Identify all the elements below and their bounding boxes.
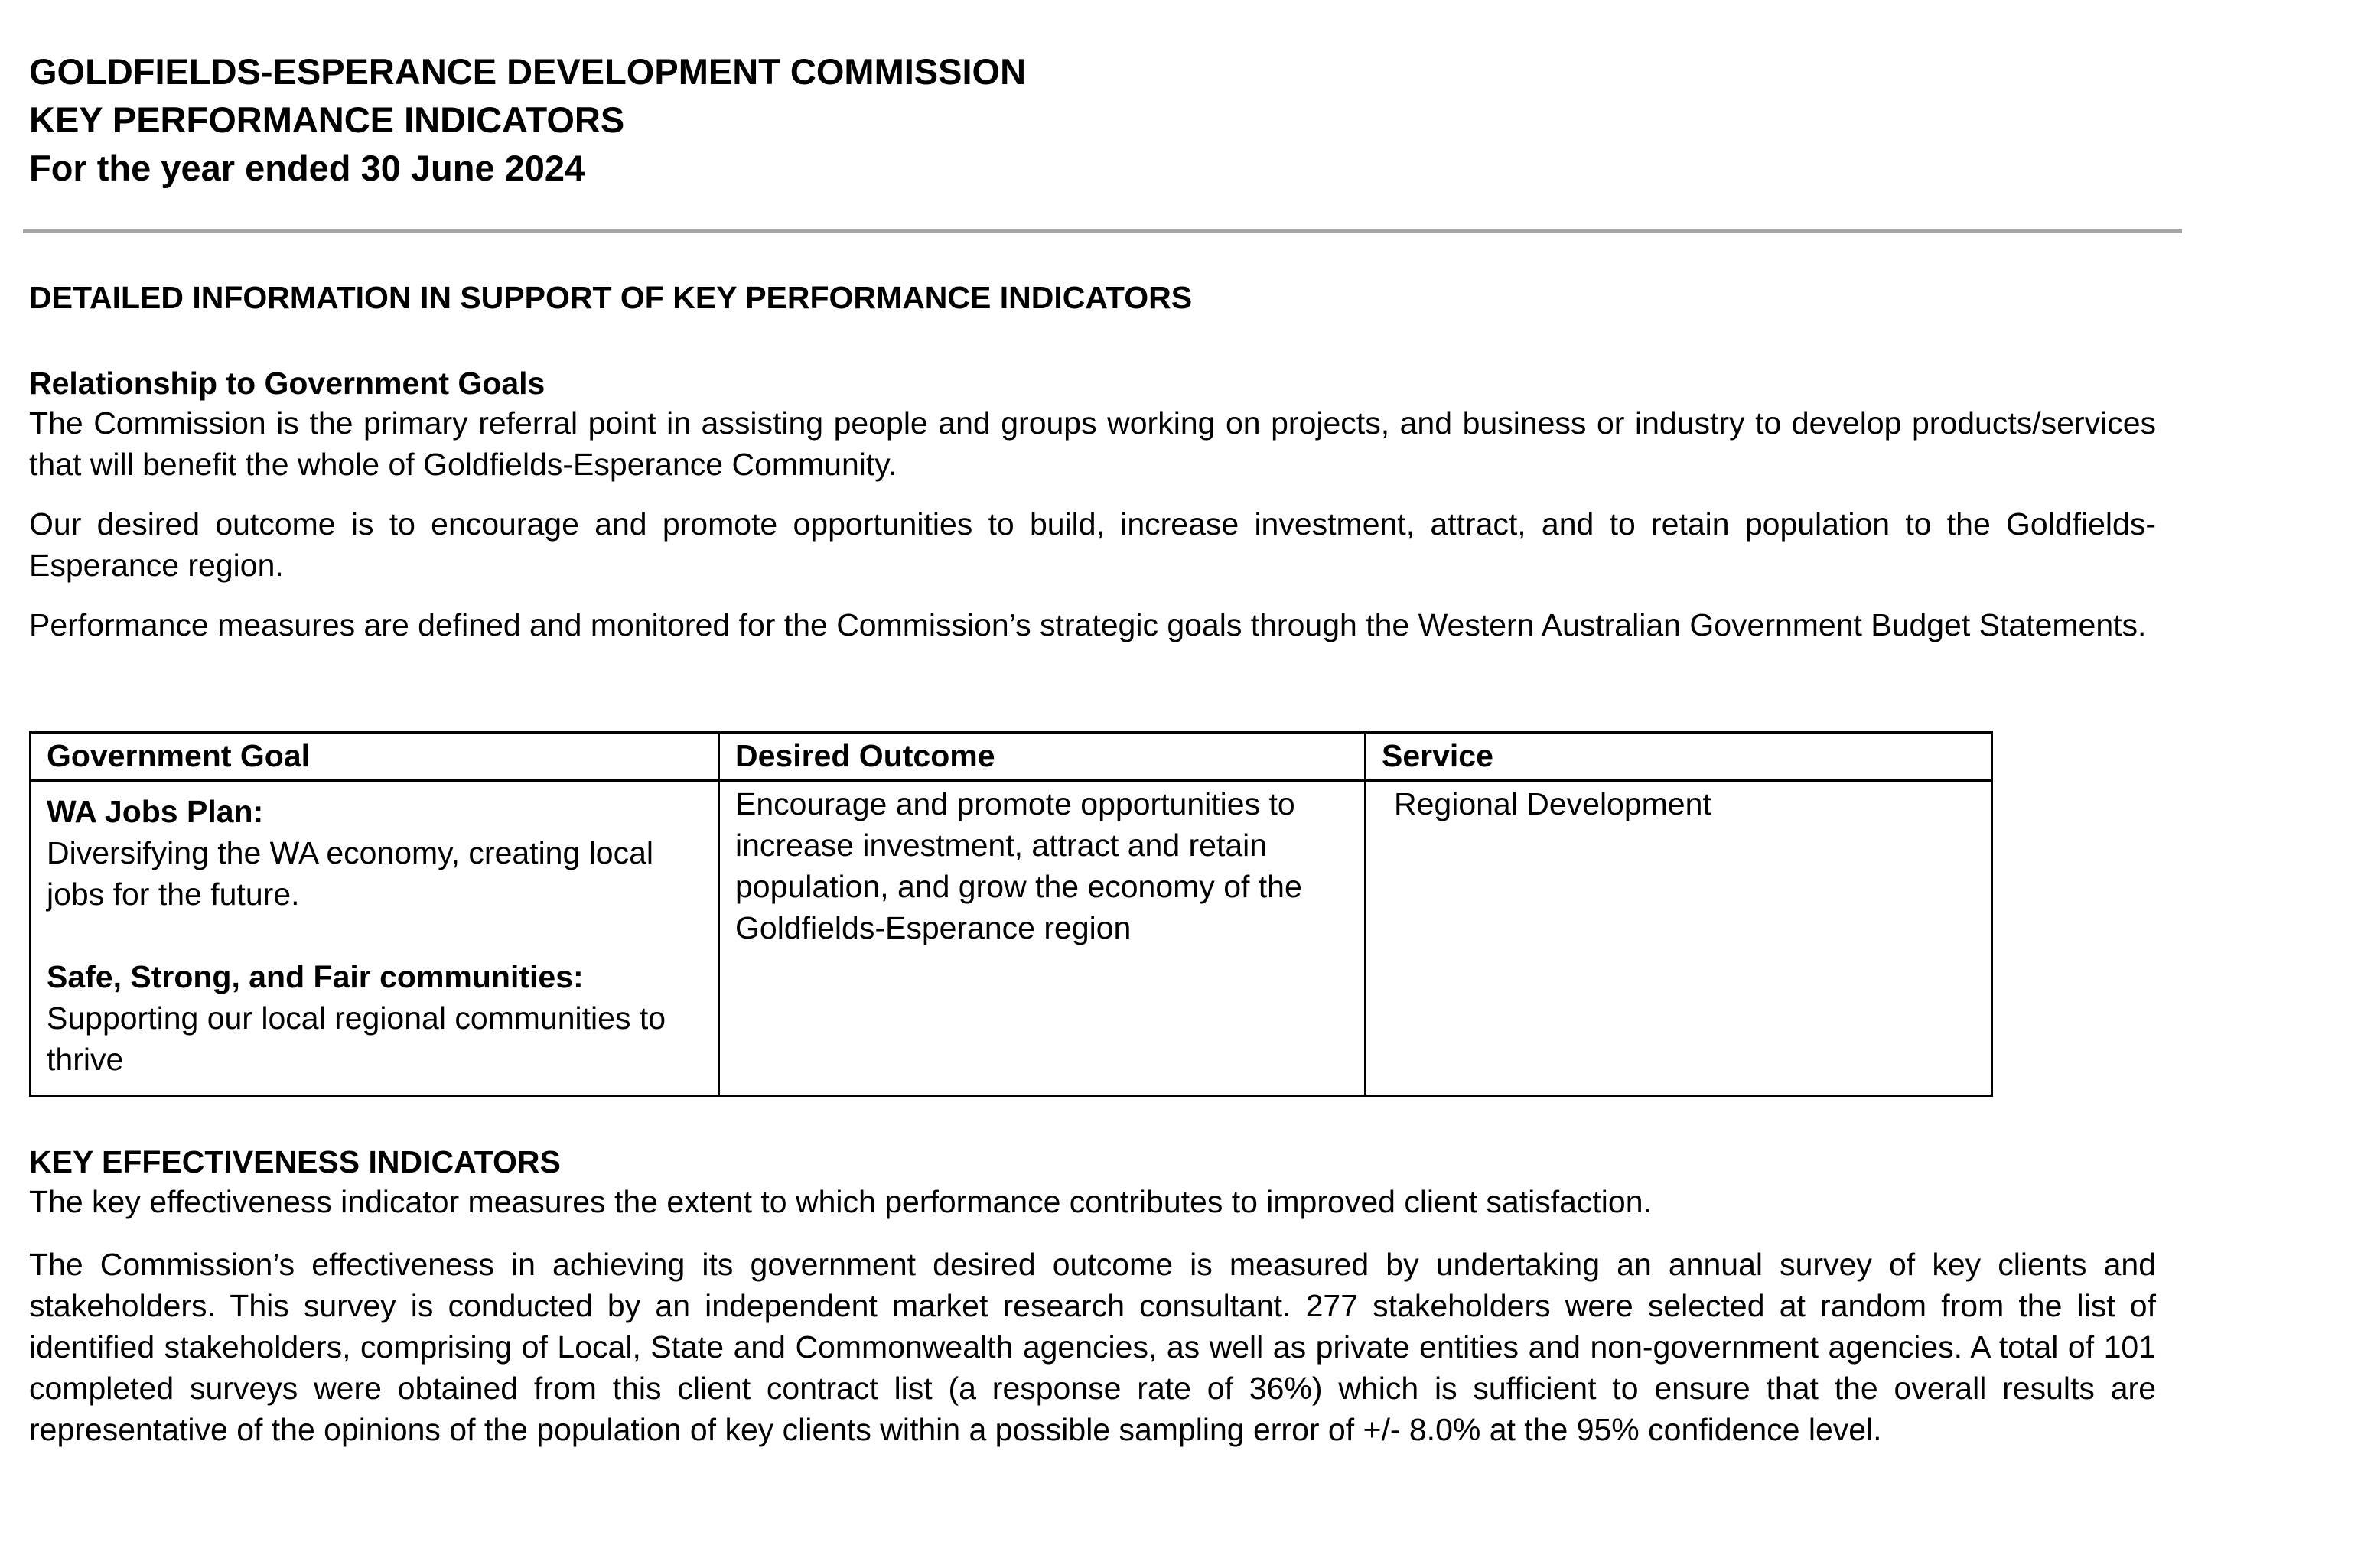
relationship-heading: Relationship to Government Goals xyxy=(29,366,545,401)
effectiveness-heading: KEY EFFECTIVENESS INDICATORS xyxy=(29,1144,561,1179)
relationship-paragraph-1: The Commission is the primary referral point in assisting people and groups working on projects, and business or industry to develop products/services that will benefit the whole of Goldfields-Esperance Community. xyxy=(29,405,2156,482)
report-header xyxy=(29,47,2187,192)
header-organisation: GOLDFIELDS-ESPERANCE DEVELOPMENT COMMISSION xyxy=(29,51,1027,92)
relationship-paragraph-2: Our desired outcome is to encourage and promote opportunities to build, increase investment, attract, and to retain population to the Goldfields-Esperance region. xyxy=(29,506,2156,583)
table-header-row xyxy=(31,733,1992,781)
service-cell xyxy=(1366,781,1992,1096)
header-divider xyxy=(23,229,2182,233)
column-header-desired-outcome: Desired Outcome xyxy=(719,733,1366,781)
goal-title-safe-strong-fair: Safe, Strong, and Fair communities: xyxy=(47,959,584,994)
goal-desc-wa-jobs-plan: Diversifying the WA economy, creating local jobs for the future. xyxy=(47,835,653,912)
table-row xyxy=(31,781,1992,1096)
goal-desc-safe-strong-fair: Supporting our local regional communities to thrive xyxy=(47,1000,666,1077)
desired-outcome-cell: Encourage and promote opportunities to increase investment, attract and retain population, and grow the economy of the Goldfields-Esperance region xyxy=(719,781,1366,1096)
column-header-service: Service xyxy=(1366,733,1992,781)
goal-title-wa-jobs-plan: WA Jobs Plan: xyxy=(47,794,264,829)
header-period: For the year ended 30 June 2024 xyxy=(29,148,585,188)
section-title: DETAILED INFORMATION IN SUPPORT OF KEY PERFORMANCE INDICATORS xyxy=(29,280,1193,315)
government-goals-table xyxy=(29,731,1993,1097)
header-report-title: KEY PERFORMANCE INDICATORS xyxy=(29,99,625,140)
relationship-paragraph-3: Performance measures are defined and monitored for the Commission’s strategic goals through the Western Australian Government Budget Statements. xyxy=(29,607,2147,642)
column-header-government-goal: Government Goal xyxy=(31,733,719,781)
effectiveness-paragraph-1: The key effectiveness indicator measures the extent to which performance contributes to improved client satisfaction. xyxy=(29,1184,1652,1219)
effectiveness-paragraph-2: The Commission’s effectiveness in achieving its government desired outcome is measured by undertaking an annual survey of key clients and stakeholders. This survey is conducted by an independent market research consultant. 277 stakeholders were selected at random from the list of identified stakeholders, comprising of Local, State and Commonwealth agencies, as well as private entities and non-government agencies. A total of 101 completed surveys were obtained from this client contract list (a response rate of 36%) which is sufficient to ensure that the overall results are representative of the opinions of the population of key clients within a possible sampling error of +/- 8.0% at the 95% confidence level. xyxy=(29,1247,2156,1447)
service-value: Regional Development xyxy=(1394,786,1711,821)
government-goal-cell xyxy=(31,781,719,1096)
